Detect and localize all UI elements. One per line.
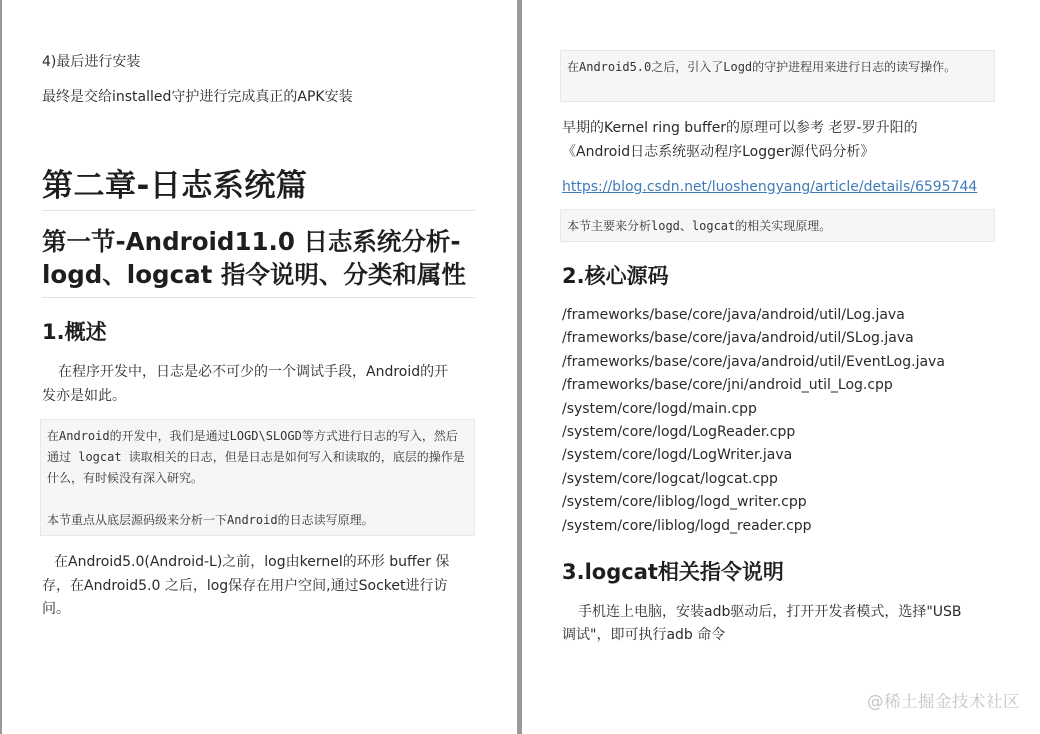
- source-path: /system/core/logd/main.cpp: [562, 400, 757, 417]
- source-path: /frameworks/base/core/java/android/util/EventLog.java: [562, 353, 945, 370]
- watermark: @稀土掘金技术社区: [867, 692, 1020, 711]
- code-block-logcat: 本节主要来分析logd、logcat的相关实现原理。: [560, 209, 995, 242]
- heading-core-source: 2.核心源码: [562, 264, 669, 288]
- source-path: /system/core/liblog/logd_reader.cpp: [562, 517, 812, 534]
- section-divider: [42, 297, 475, 298]
- chapter-title: 第二章-日志系统篇: [42, 168, 308, 204]
- chapter-divider: [42, 210, 475, 211]
- source-path: /system/core/logd/LogReader.cpp: [562, 423, 796, 440]
- android5-paragraph-line2: 存，在Android5.0 之后，log保存在用户空间,通过Socket进行访: [42, 578, 448, 594]
- step-4-text: 4)最后进行安装: [42, 54, 141, 70]
- source-path: /frameworks/base/core/java/android/util/Log.java: [562, 307, 905, 323]
- code-block-logd: 在Android5.0之后，引入了Logd的守护进程用来进行日志的读写操作。: [560, 50, 995, 102]
- android5-paragraph-line3: 问。: [42, 601, 70, 617]
- heading-logcat-commands: 3.logcat相关指令说明: [562, 560, 784, 584]
- kernel-paragraph-line1: 早期的Kernel ring buffer的原理可以参考 老罗-罗升阳的: [562, 120, 918, 136]
- source-path: /system/core/logcat/logcat.cpp: [562, 470, 778, 487]
- source-path: /system/core/liblog/logd_writer.cpp: [562, 494, 807, 511]
- logcat-paragraph-line1: 手机连上电脑，安装adb驱动后，打开开发者模式，选择"USB: [578, 604, 962, 620]
- logcat-paragraph-line2: 调试"，即可执行adb 命令: [562, 627, 726, 643]
- blog-link[interactable]: https://blog.csdn.net/luoshengyang/article/details/6595744: [562, 179, 978, 195]
- section-title-line1: 第一节-Android11.0 日志系统分析-: [42, 227, 461, 256]
- page-left: [2, 0, 517, 734]
- source-path-list: [562, 304, 945, 538]
- source-path: /frameworks/base/core/jni/android_util_Log.cpp: [562, 377, 893, 394]
- section-title-line2: logd、logcat 指令说明、分类和属性: [42, 260, 466, 289]
- source-path: /frameworks/base/core/java/android/util/SLog.java: [562, 330, 914, 347]
- android5-paragraph-line1: 在Android5.0(Android-L)之前，log由kernel的环形 buffer 保: [54, 554, 450, 570]
- code-block-intro: 在Android的开发中，我们是通过LOGD\SLOGD等方式进行日志的写入，然后通过 logcat 读取相关的日志，但是日志是如何写入和读取的，底层的操作是什么，有时候没有深入研究。 本节重点从底层源码级来分析一下Android的日志读写原理。: [40, 419, 475, 536]
- install-text: 最终是交给installed守护进行完成真正的APK安装: [42, 89, 353, 105]
- heading-overview: 1.概述: [42, 320, 107, 344]
- source-path: /system/core/logd/LogWriter.java: [562, 447, 793, 464]
- page-right: [522, 0, 1040, 734]
- kernel-paragraph-line2: 《Android日志系统驱动程序Logger源代码分析》: [562, 144, 875, 160]
- overview-paragraph-line2: 发亦是如此。: [42, 388, 126, 404]
- overview-paragraph-line1: 在程序开发中，日志是必不可少的一个调试手段，Android的开: [58, 364, 449, 380]
